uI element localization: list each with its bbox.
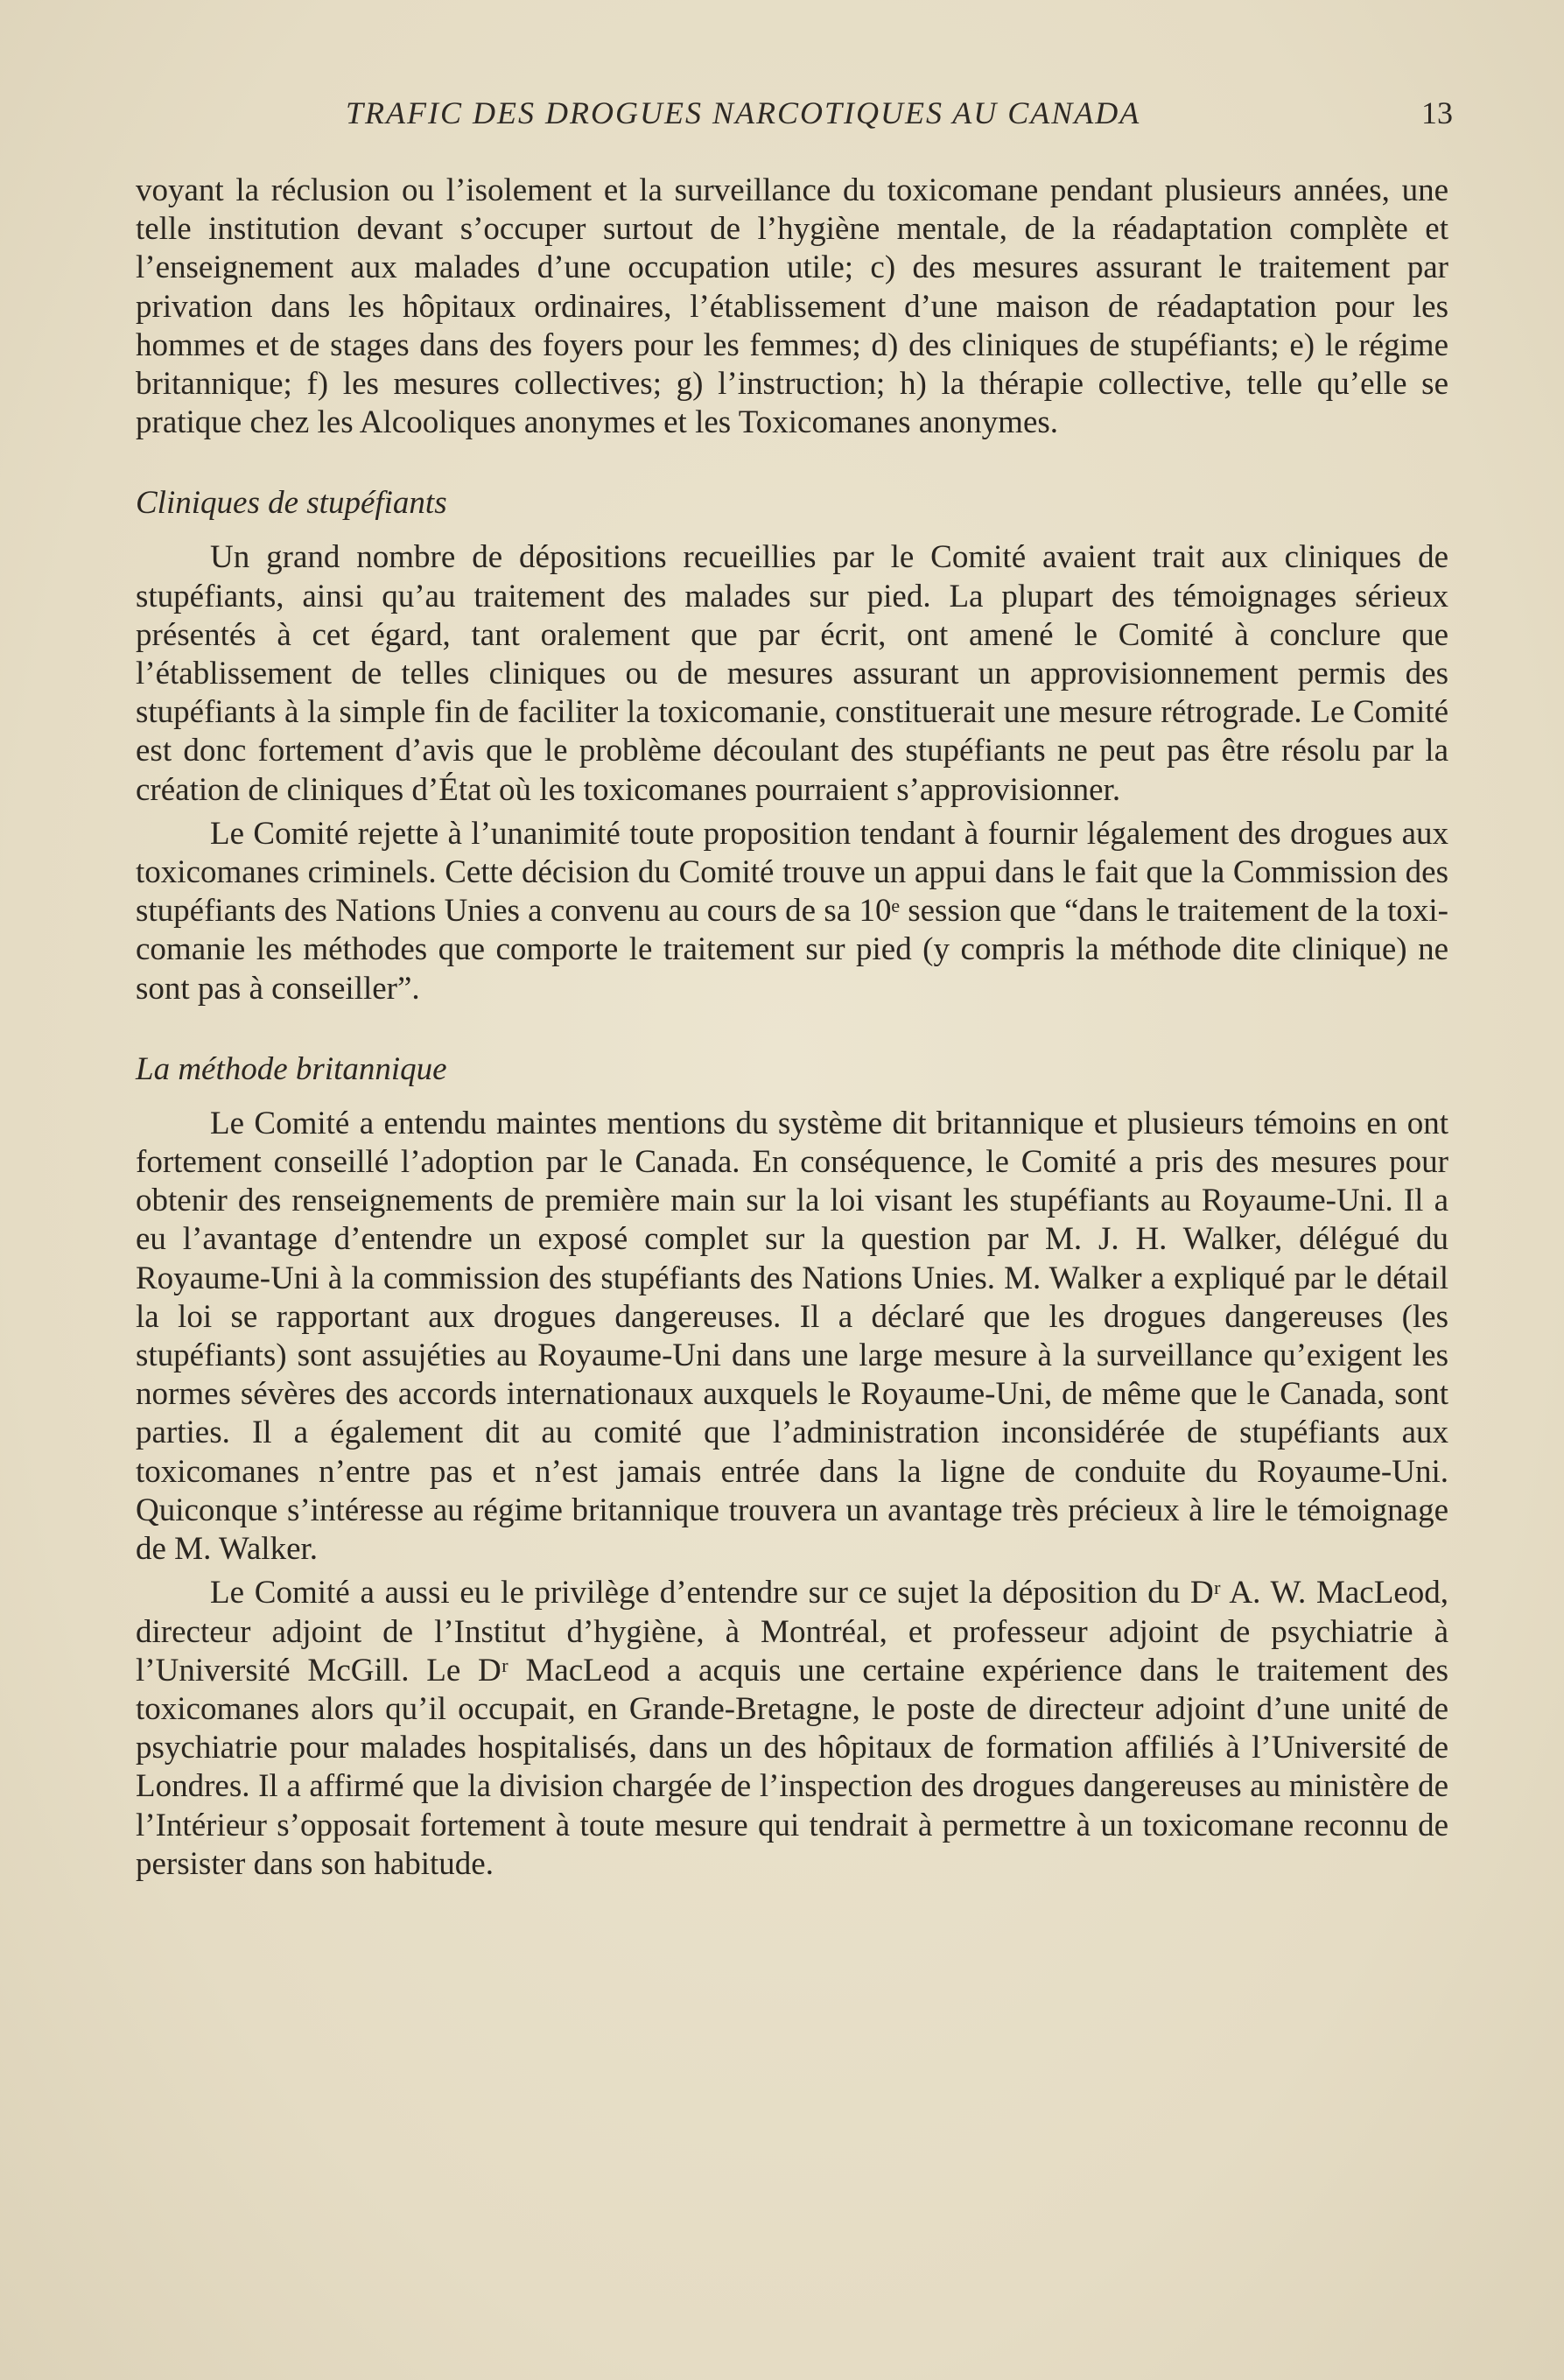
document-body — [136, 172, 1448, 1884]
page-header — [131, 95, 1453, 138]
page-number: 13 — [1421, 95, 1453, 130]
paragraph-continued: voyant la réclusion ou l’isolement et la surveillance du toxicomane pendant plusieurs années, une telle institution devant s’occuper surtout de l’hygiène mentale, de la réadaptation complète et l’enseignement aux malades d’une occupation utile; c) des mesures assurant le traitement par privation dans les hôpitaux ordinaires, l’établissement d’une maison de réadaptation pour les hommes et de stages dans des foyers pour les femmes; d) des cliniques de stupéfiants; e) le régime britannique; f) les mesures collectives; g) l’instruction; h) la thérapie collective, telle qu’elle se pratique chez les Alcooliques anonymes et les Toxicomanes anonymes. — [136, 172, 1448, 441]
section-heading-methode-britannique: La méthode britannique — [136, 1050, 447, 1087]
paragraph: Le Comité rejette à l’unanimité toute proposition tendant à fournir légalement des drogues aux toxicomanes criminels. Cette décision du Comité trouve un appui dans le fait que la Commission des stupéfiants des Nations Unies a convenu au cours de sa 10ᵉ session que “dans le traitement de la toxicomanie les méthodes que comporte le traitement sur pied (y compris la méthode dite clinique) ne sont pas à conseiller”. — [136, 815, 1448, 1007]
paragraph: Un grand nombre de dépositions recueillies par le Comité avaient trait aux cliniques de stupéfiants, ainsi qu’au traitement des malades sur pied. La plupart des témoignages sérieux présentés à cet égard, tant oralement que par écrit, ont amené le Comité à conclure que l’établissement de telles cliniques ou de mesures assurant un approvisionnement permis des stupéfiants à la simple fin de faciliter la toxicomanie, constituerait une mesure rétrograde. Le Comité est donc fortement d’avis que le problème découlant des stupéfiants ne peut pas être résolu par la création de cliniques d’État où les toxicomanes pourraient s’approvisionner. — [136, 539, 1448, 808]
paragraph: Le Comité a entendu maintes mentions du système dit britannique et plusieurs témoins en ont fortement conseillé l’adoption par le Canada. En conséquence, le Comité a pris des mesures pour obtenir des renseignements de première main sur la loi visant les stupéfiants au Royaume-Uni. Il a eu l’avantage d’entendre un exposé complet sur la question par M. J. H. Walker, délégué du Royaume-Uni à la commission des stupéfiants des Nations Unies. M. Walker a expliqué par le détail la loi se rapportant aux drogues dangereuses. Il a déclaré que les drogues dangereuses (les stupéfiants) sont assujéties au Royaume-Uni dans une large mesure à la surveillance qu’exigent les normes sévères des accords internationaux auxquels le Royaume-Uni, de même que le Canada, sont parties. Il a également dit au comité que l’administration inconsidérée de stupéfiants aux toxicomanes n’entre pas et n’est jamais entrée dans la ligne de conduite du Royaume-Uni. Quiconque s’intéresse au régime britannique trouvera un avantage très précieux à lire le témoignage de M. Walker. — [136, 1105, 1448, 1568]
running-title: TRAFIC DES DROGUES NARCOTIQUES AU CANADA — [346, 95, 1141, 130]
paragraph: Le Comité a aussi eu le privilège d’entendre sur ce sujet la déposition du Dʳ A. W. MacLeod, directeur adjoint de l’Institut d’hygiène, à Montréal, et professeur adjoint de psychiatrie à l’Université McGill. Le Dʳ MacLeod a acquis une certaine expérience dans le traitement des toxicomanes alors qu’il occupait, en Grande-Bretagne, le poste de directeur adjoint d’une unité de psychiatrie pour malades hospitalisés, dans un des hôpitaux de formation affiliés à l’Université de Londres. Il a affirmé que la division chargée de l’inspection des drogues dangereuses au ministère de l’Intérieur s’opposait fortement à toute mesure qui tendrait à permettre à un toxicomane reconnu de persister dans son habitude. — [136, 1575, 1448, 1882]
section-heading-cliniques: Cliniques de stupéfiants — [136, 485, 447, 522]
